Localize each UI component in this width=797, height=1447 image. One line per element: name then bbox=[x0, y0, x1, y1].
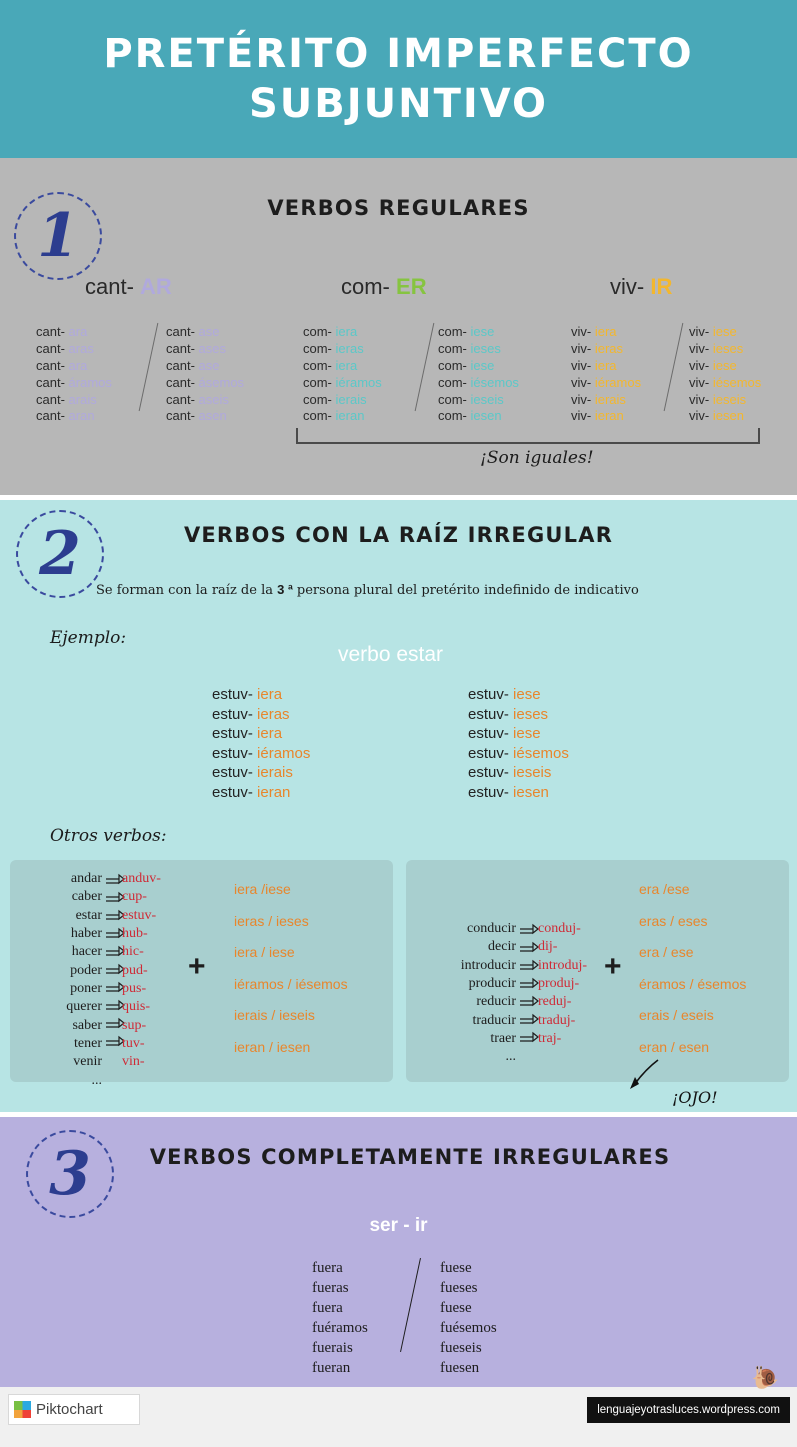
conj-row: fueseis bbox=[440, 1339, 482, 1356]
conj-row: estuv- iesen bbox=[468, 783, 549, 801]
conj-row: viv- ieseis bbox=[689, 391, 747, 407]
list-item: era / ese bbox=[639, 944, 694, 960]
box1-ending-list bbox=[234, 874, 348, 1063]
piktochart-label: Piktochart bbox=[36, 1401, 103, 1418]
list-item: hacer bbox=[71, 944, 102, 960]
list-item: andar bbox=[70, 871, 102, 886]
conj-row: cant- ase bbox=[166, 357, 220, 373]
list-item: ... bbox=[505, 1049, 516, 1065]
list-item: caber bbox=[71, 889, 102, 905]
list-item: saber bbox=[72, 1017, 102, 1033]
snail-icon: 🐌 bbox=[751, 1365, 779, 1390]
conj-row: viv- iera bbox=[571, 357, 617, 373]
conj-row: estuv- iéramos bbox=[212, 744, 311, 762]
list-item: introduj- bbox=[538, 957, 587, 973]
list-item: estar bbox=[75, 907, 102, 923]
page-title-line2: SUBJUNTIVO bbox=[248, 81, 549, 127]
list-item: pus- bbox=[122, 980, 147, 996]
page-title-line1: PRETÉRITO IMPERFECTO bbox=[103, 31, 694, 77]
group-er-forms-a bbox=[303, 324, 382, 425]
pointer-arrow-icon bbox=[620, 1058, 660, 1092]
list-item: cup- bbox=[122, 889, 147, 905]
group-ir-forms-a bbox=[571, 324, 641, 425]
list-item: ... bbox=[91, 1072, 102, 1088]
example-label: Ejemplo: bbox=[50, 628, 127, 648]
group-er-ending-label: ER bbox=[396, 274, 427, 299]
list-item: querer bbox=[66, 999, 102, 1015]
conj-row: viv- ieras bbox=[571, 340, 624, 356]
conj-row: cant- ara bbox=[36, 324, 88, 339]
conj-row: cant- áramos bbox=[36, 374, 112, 390]
conj-row: com- iésemos bbox=[438, 374, 519, 390]
subtitle-part1: Se forman con la raíz de la bbox=[96, 583, 273, 598]
conj-row: estuv- iera bbox=[212, 725, 283, 742]
section-2-number: 2 bbox=[39, 519, 81, 589]
group-ir-forms-b bbox=[689, 324, 761, 425]
list-item: produj- bbox=[538, 975, 580, 991]
list-item: iera / iese bbox=[234, 944, 295, 960]
conj-row: viv- iesen bbox=[689, 408, 744, 424]
list-item: poner bbox=[70, 980, 102, 996]
list-item: ierais / ieseis bbox=[234, 1007, 315, 1023]
list-item: venir bbox=[73, 1054, 102, 1070]
conj-row: com- iera bbox=[303, 324, 358, 339]
conj-row: viv- iese bbox=[689, 357, 737, 373]
conj-row: fuesen bbox=[440, 1359, 480, 1376]
list-item: éramos / ésemos bbox=[639, 975, 747, 992]
ser-ir-heading: ser - ir bbox=[369, 1215, 428, 1236]
list-item: ieras / ieses bbox=[234, 912, 309, 929]
conj-row: fuese bbox=[440, 1260, 472, 1276]
son-iguales-note: ¡Son iguales! bbox=[480, 448, 594, 468]
list-item: anduv- bbox=[122, 871, 161, 886]
subtitle-bold: 3 ª bbox=[277, 582, 293, 597]
group-er-forms-b bbox=[438, 324, 519, 425]
conj-row: viv- ieran bbox=[571, 408, 624, 424]
list-item: quis- bbox=[122, 999, 150, 1015]
divider-ir bbox=[664, 323, 684, 411]
conj-row: cant- asen bbox=[166, 408, 227, 424]
list-item: traj- bbox=[538, 1030, 562, 1046]
conj-row: cant- aran bbox=[36, 408, 95, 424]
conj-row: cant- aseis bbox=[166, 391, 229, 407]
example-verb-heading: verbo estar bbox=[338, 643, 444, 666]
list-item: sup- bbox=[122, 1017, 147, 1033]
conj-row: viv- ieses bbox=[689, 340, 744, 356]
list-item: reduj- bbox=[538, 994, 572, 1010]
group-ar-heading bbox=[85, 274, 172, 300]
list-item: iéramos / iésemos bbox=[234, 975, 348, 992]
list-item: producir bbox=[468, 975, 516, 991]
group-ir-heading bbox=[610, 274, 672, 300]
verb-group-box-1 bbox=[10, 860, 393, 1088]
list-item: tuv- bbox=[122, 1035, 145, 1051]
list-item: pud- bbox=[122, 962, 148, 978]
group-ar-forms-a bbox=[36, 324, 112, 425]
group-ar-ending-label: AR bbox=[140, 274, 172, 299]
list-item: dij- bbox=[538, 939, 558, 955]
box1-verb-list bbox=[28, 870, 102, 1090]
conj-row: com- ieses bbox=[438, 340, 501, 356]
group-ir-ending-label: IR bbox=[650, 274, 673, 299]
example-forms-b bbox=[468, 685, 569, 802]
conj-row: fuera bbox=[312, 1260, 343, 1276]
list-item: haber bbox=[70, 925, 102, 941]
conj-row: estuv- iese bbox=[468, 725, 541, 742]
conj-row: estuv- ierais bbox=[212, 764, 293, 781]
divider-ar bbox=[139, 323, 159, 411]
list-item: traducir bbox=[472, 1012, 516, 1028]
conj-row: estuv- ieran bbox=[212, 783, 291, 801]
section-2-title: VERBOS CON LA RAÍZ IRREGULAR bbox=[183, 523, 614, 547]
conj-row: fuera bbox=[312, 1299, 343, 1316]
conj-row: viv- ierais bbox=[571, 391, 626, 407]
piktochart-logo[interactable] bbox=[8, 1394, 140, 1425]
list-item: estuv- bbox=[122, 907, 157, 923]
group-ar-forms-b bbox=[166, 324, 244, 425]
conj-row: viv- iese bbox=[689, 324, 737, 339]
subtitle-part2: persona plural del pretérito indefinido de indicativo bbox=[296, 583, 639, 598]
list-item: conduj- bbox=[538, 921, 581, 936]
list-item: poder bbox=[70, 962, 102, 978]
conj-row: com- iera bbox=[303, 357, 358, 373]
conj-row: fuéramos bbox=[312, 1319, 368, 1336]
conj-row: cant- aras bbox=[36, 340, 94, 356]
conj-row: cant- ara bbox=[36, 357, 88, 373]
list-item: reducir bbox=[476, 994, 516, 1010]
conj-row: cant- ases bbox=[166, 340, 226, 356]
ojo-note: ¡OJO! bbox=[672, 1088, 718, 1107]
list-item: iera /iese bbox=[234, 881, 291, 897]
conj-row: estuv- ieseis bbox=[468, 764, 552, 781]
box2-plus-sign: + bbox=[604, 950, 622, 983]
group-er-stem-label: com- bbox=[341, 274, 390, 299]
conj-row: com- iesen bbox=[438, 408, 502, 424]
list-item: erais / eseis bbox=[639, 1007, 714, 1023]
list-item: ieran / iesen bbox=[234, 1038, 311, 1055]
list-item: traduj- bbox=[538, 1012, 576, 1028]
conj-row: viv- iésemos bbox=[689, 374, 762, 390]
conj-row: estuv- ieras bbox=[212, 705, 290, 723]
conj-row: com- iéramos bbox=[303, 374, 382, 390]
conj-row: com- iese bbox=[438, 357, 495, 373]
section-3-forms-a bbox=[312, 1259, 368, 1379]
equal-bracket bbox=[296, 428, 760, 444]
section-1-number: 1 bbox=[37, 201, 79, 271]
conj-row: fueran bbox=[312, 1359, 351, 1376]
conj-row: com- ieran bbox=[303, 408, 365, 424]
list-item: decir bbox=[488, 939, 516, 955]
conj-row: cant- arais bbox=[36, 391, 97, 407]
source-url[interactable]: lenguajeyotrasluces.wordpress.com bbox=[587, 1397, 790, 1423]
section-2-subtitle bbox=[96, 582, 639, 598]
conj-row: estuv- iésemos bbox=[468, 744, 569, 762]
example-forms-a bbox=[212, 685, 310, 802]
list-item: conducir bbox=[467, 921, 516, 936]
list-item: eras / eses bbox=[639, 912, 708, 929]
section-3-number: 3 bbox=[49, 1139, 91, 1209]
conj-row: com- ieseis bbox=[438, 391, 504, 407]
page-title bbox=[103, 29, 693, 129]
conj-row: com- ieras bbox=[303, 340, 364, 356]
box2-stem-list bbox=[538, 920, 587, 1048]
header-banner bbox=[0, 0, 797, 158]
verb-group-box-2 bbox=[406, 860, 789, 1082]
conj-row: estuv- iese bbox=[468, 686, 541, 703]
divider-ser-ir bbox=[400, 1258, 421, 1352]
section-3-title: VERBOS COMPLETAMENTE IRREGULARES bbox=[149, 1145, 671, 1169]
list-item: eran / esen bbox=[639, 1038, 710, 1055]
group-ar-stem-label: cant- bbox=[85, 274, 134, 299]
list-item: hub- bbox=[122, 925, 148, 941]
group-ir-stem-label: viv- bbox=[610, 274, 645, 299]
conj-row: fuerais bbox=[312, 1339, 353, 1356]
section-irregular-stem-verbs bbox=[0, 500, 797, 1112]
box2-verb-list bbox=[416, 920, 516, 1067]
conj-row: cant- ase bbox=[166, 324, 220, 339]
box2-ending-list bbox=[639, 874, 746, 1063]
list-item: hic- bbox=[122, 944, 144, 960]
conj-row: com- ierais bbox=[303, 391, 367, 407]
list-item: introducir bbox=[460, 957, 516, 973]
section-fully-irregular-verbs bbox=[0, 1117, 797, 1387]
conj-row: estuv- ieses bbox=[468, 705, 549, 723]
conj-row: viv- iera bbox=[571, 324, 617, 339]
conj-row: fuese bbox=[440, 1299, 472, 1316]
box1-stem-list bbox=[122, 870, 161, 1072]
divider-er bbox=[415, 323, 435, 411]
section-3-number-badge bbox=[26, 1130, 114, 1218]
piktochart-mark-icon bbox=[14, 1401, 31, 1418]
other-verbs-label: Otros verbos: bbox=[50, 826, 167, 846]
conj-row: fueses bbox=[440, 1279, 478, 1296]
list-item: era /ese bbox=[639, 881, 690, 897]
group-er-heading bbox=[341, 274, 427, 300]
conj-row: com- iese bbox=[438, 324, 495, 339]
conj-row: cant- ásemos bbox=[166, 374, 245, 390]
conj-row: fuésemos bbox=[440, 1319, 497, 1336]
list-item: traer bbox=[490, 1030, 516, 1046]
conj-row: viv- iéramos bbox=[571, 374, 642, 390]
box1-plus-sign: + bbox=[188, 950, 206, 983]
list-item: tener bbox=[74, 1035, 102, 1051]
section-1-title: VERBOS REGULARES bbox=[267, 196, 530, 220]
list-item: vin- bbox=[122, 1054, 145, 1070]
section-regular-verbs bbox=[0, 158, 797, 495]
conj-row: estuv- iera bbox=[212, 686, 283, 703]
section-3-forms-b bbox=[440, 1259, 497, 1379]
conj-row: fueras bbox=[312, 1279, 349, 1296]
